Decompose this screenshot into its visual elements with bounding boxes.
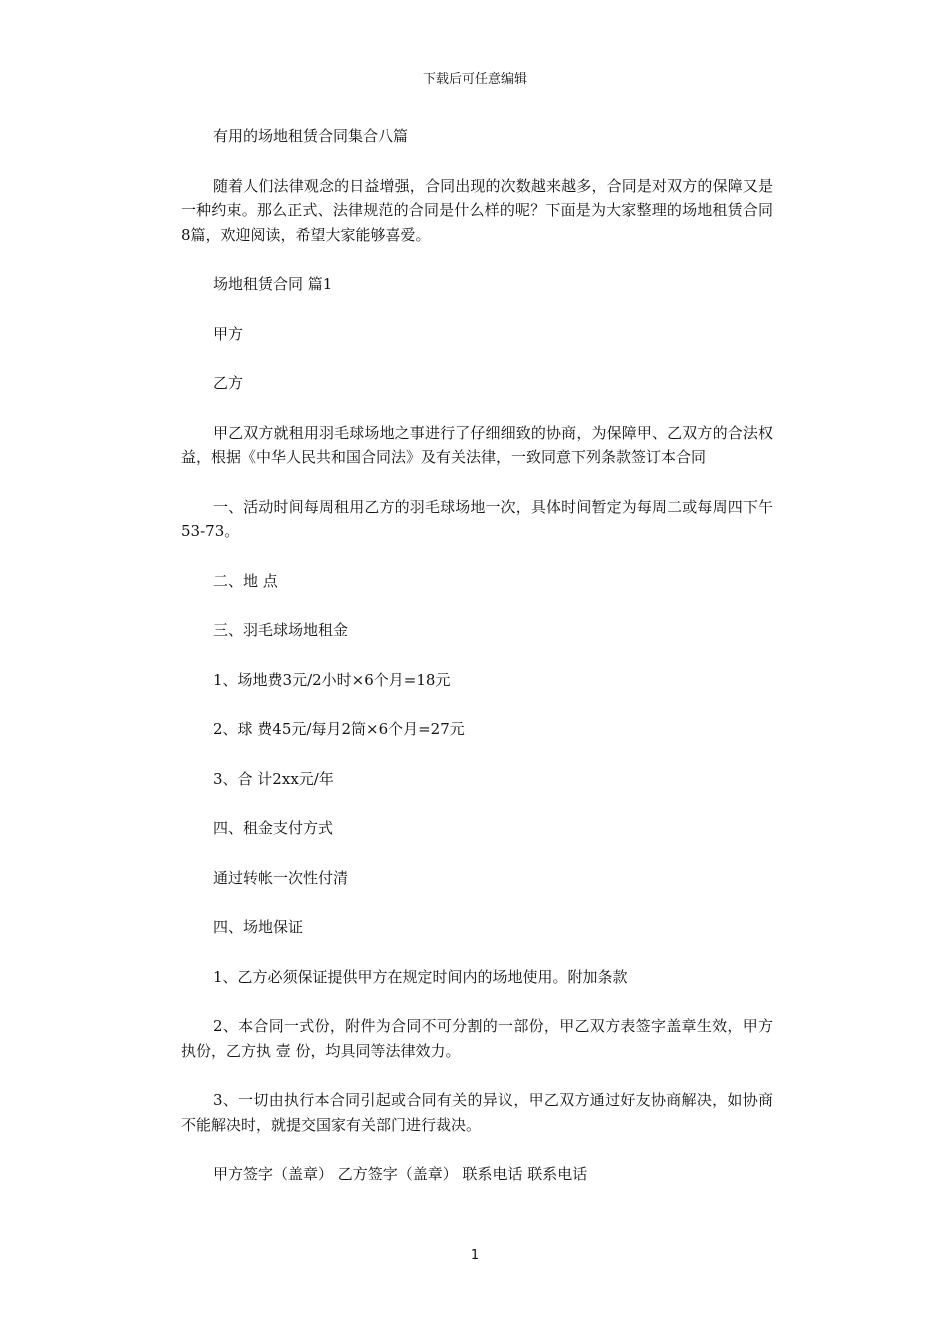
signature-line: 甲方签字（盖章） 乙方签字（盖章） 联系电话 联系电话 xyxy=(213,1165,588,1183)
guarantee-item-2: 2、本合同一式份，附件为合同不可分割的一部份，甲乙双方表签字盖章生效，甲方执份，乙方执 壹 份，均具同等法律效力。 xyxy=(181,1017,773,1060)
rent-item-venue-fee: 1、场地费3元/2小时×6个月=18元 xyxy=(213,670,451,689)
paragraph-agreement: 甲乙双方就租用羽毛球场地之事进行了仔细细致的协商，为保障甲、乙双方的合法权益，根据《中华人民共和国合同法》及有关法律，一致同意下列条款签订本合同 xyxy=(181,423,773,466)
party-a-label: 甲方 xyxy=(213,324,244,343)
section-heading: 场地租赁合同 篇1 xyxy=(213,275,333,293)
paragraph-intro: 随着人们法律观念的日益增强，合同出现的次数越来越多，合同是对双方的保障又是一种约束。那么正式、法律规范的合同是什么样的呢？下面是为大家整理的场地租赁合同8篇，欢迎阅读，希望大家能够喜爱。 xyxy=(181,176,773,244)
rent-item-total: 3、合 计2xx元/年 xyxy=(213,769,334,788)
party-b-label: 乙方 xyxy=(213,374,244,392)
clause-activity-time: 一、活动时间每周租用乙方的羽毛球场地一次，具体时间暂定为每周二或每周四下午53-73。 xyxy=(181,497,773,540)
clause-location: 二、地 点 xyxy=(213,571,278,590)
payment-method-text: 通过转帐一次性付清 xyxy=(213,868,349,887)
guarantee-item-3: 3、一切由执行本合同引起或合同有关的异议，甲乙双方通过好友协商解决，如协商不能解决时，就提交国家有关部门进行裁决。 xyxy=(181,1091,773,1134)
clause-rent: 三、羽毛球场地租金 xyxy=(213,621,349,639)
clause-venue-guarantee: 四、场地保证 xyxy=(213,918,304,936)
page-number: 1 xyxy=(470,1248,480,1263)
page-header-note: 下载后可任意编辑 xyxy=(422,72,527,87)
document-title: 有用的场地租赁合同集合八篇 xyxy=(213,127,409,145)
clause-payment-method: 四、租金支付方式 xyxy=(213,819,334,837)
rent-item-ball-fee: 2、球 费45元/每月2筒×6个月=27元 xyxy=(213,720,465,738)
document-body xyxy=(181,124,773,1212)
guarantee-item-1: 1、乙方必须保证提供甲方在规定时间内的场地使用。附加条款 xyxy=(213,967,628,986)
